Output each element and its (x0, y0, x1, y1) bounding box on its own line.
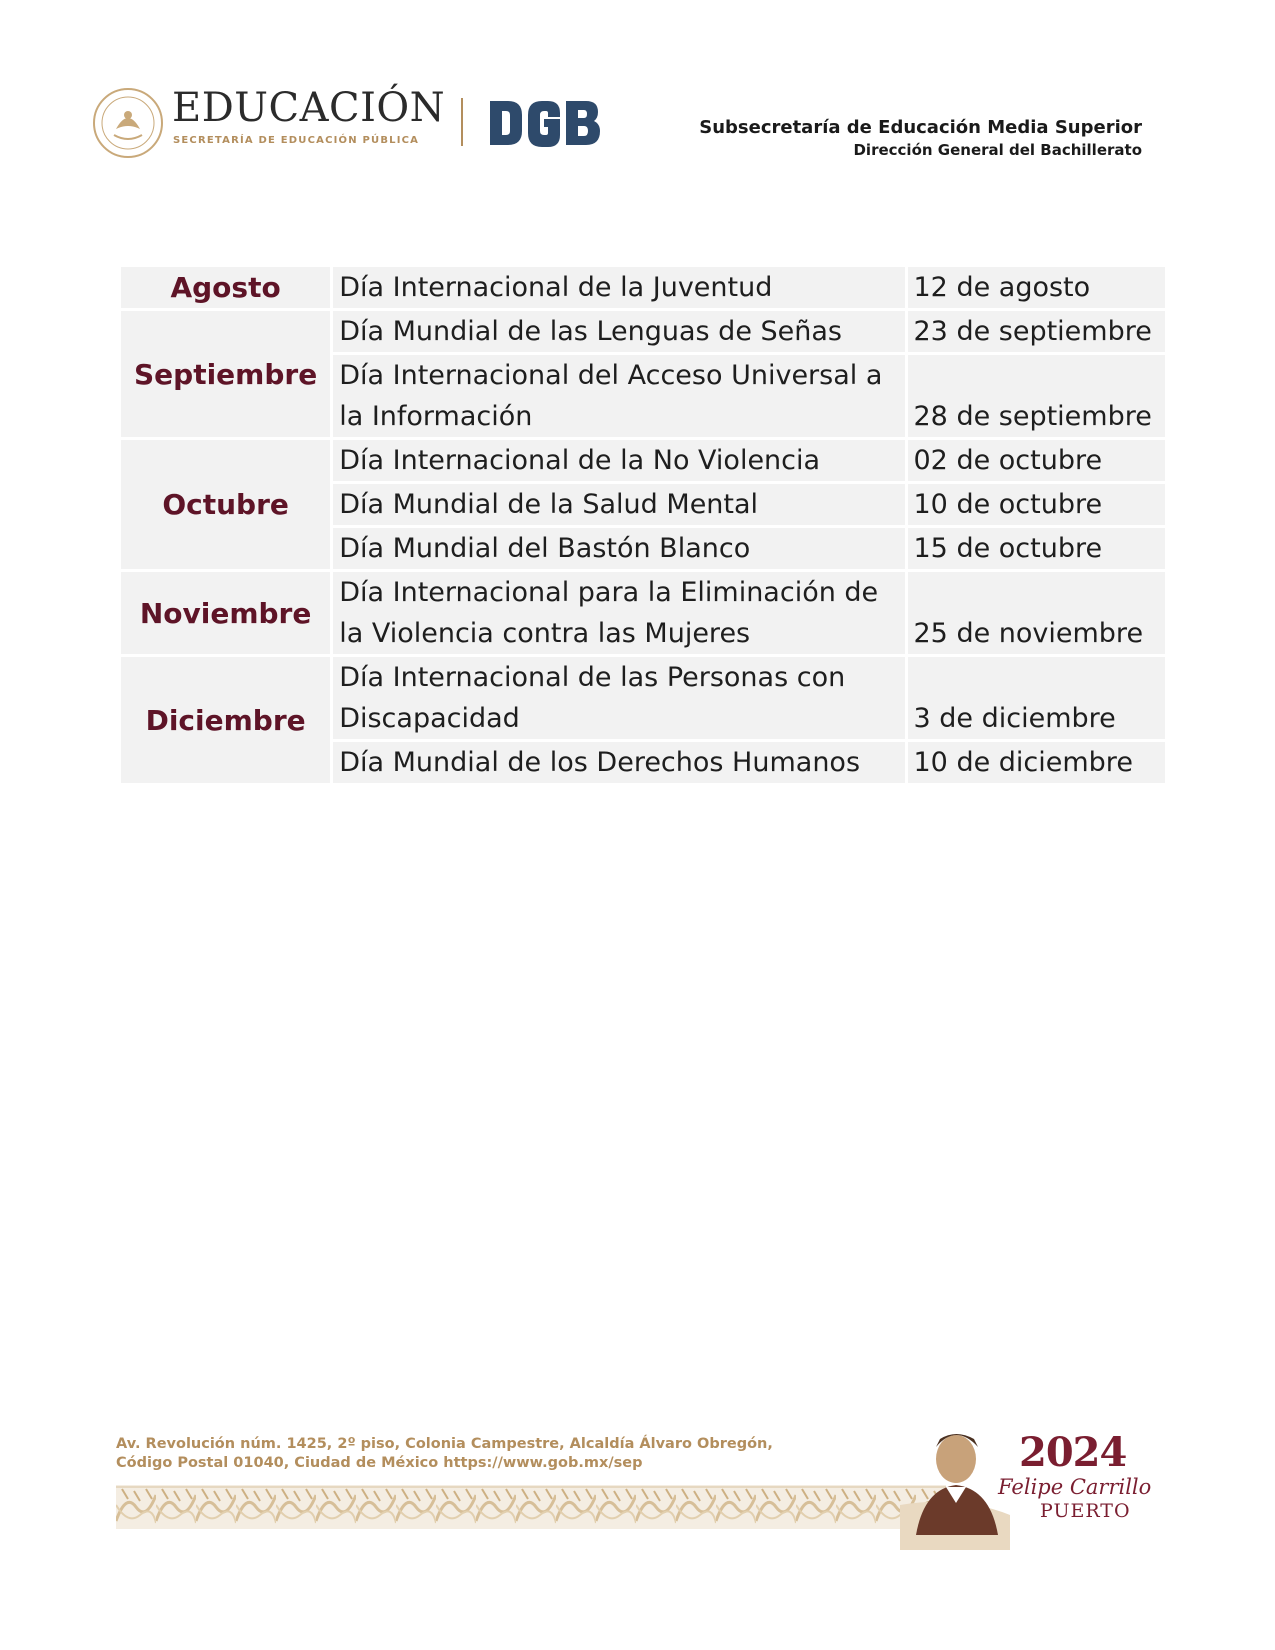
month-cell: Diciembre (121, 657, 330, 783)
national-seal-icon (92, 87, 164, 159)
brand-subtitle: SECRETARÍA DE EDUCACIÓN PÚBLICA (173, 135, 420, 146)
table-row (121, 267, 1165, 308)
anniversary-name-1: Felipe Carrillo (998, 1475, 1152, 1499)
date-cell: 02 de octubre (908, 440, 1166, 481)
event-cell: Día Mundial del Bastón Blanco (333, 528, 904, 569)
date-cell: 25 de noviembre (908, 572, 1166, 654)
month-cell: Octubre (121, 440, 330, 569)
event-cell: Día Internacional de la No Violencia (333, 440, 904, 481)
date-cell: 3 de diciembre (908, 657, 1166, 739)
dgb-logo (488, 97, 602, 149)
decorative-pattern-band (116, 1485, 946, 1529)
month-cell: Noviembre (121, 572, 330, 654)
table-row (121, 440, 1165, 481)
date-cell: 28 de septiembre (908, 355, 1166, 437)
event-cell: Día Internacional del Acceso Universal a la Información (333, 355, 904, 437)
brand-title: EDUCACIÓN (172, 85, 446, 131)
table-row (121, 311, 1165, 352)
event-cell: Día Internacional para la Eliminación de la Violencia contra las Mujeres (333, 572, 904, 654)
events-calendar-body (121, 267, 1165, 783)
footer-address (116, 1435, 773, 1473)
table-row (121, 572, 1165, 654)
month-cell: Septiembre (121, 311, 330, 437)
event-cell: Día Mundial de la Salud Mental (333, 484, 904, 525)
org-line-2: Dirección General del Bachillerato (853, 141, 1142, 159)
date-cell: 23 de septiembre (908, 311, 1166, 352)
date-cell: 12 de agosto (908, 267, 1166, 308)
address-line-2: Código Postal 01040, Ciudad de México https://www.gob.mx/sep (116, 1455, 643, 1471)
anniversary-year: 2024 (1019, 1429, 1127, 1476)
page-header (0, 0, 1275, 180)
event-cell: Día Mundial de los Derechos Humanos (333, 742, 904, 783)
month-cell: Agosto (121, 267, 330, 308)
table-row (121, 657, 1165, 739)
event-cell: Día Mundial de las Lenguas de Señas (333, 311, 904, 352)
event-cell: Día Internacional de las Personas con Discapacidad (333, 657, 904, 739)
address-line-1: Av. Revolución núm. 1425, 2º piso, Colonia Campestre, Alcaldía Álvaro Obregón, (116, 1436, 773, 1452)
header-divider (461, 98, 463, 146)
events-calendar-table (118, 264, 1168, 786)
date-cell: 10 de diciembre (908, 742, 1166, 783)
anniversary-name-2: PUERTO (1040, 1500, 1131, 1522)
org-line-1: Subsecretaría de Educación Media Superior (699, 117, 1142, 138)
date-cell: 10 de octubre (908, 484, 1166, 525)
date-cell: 15 de octubre (908, 528, 1166, 569)
event-cell: Día Internacional de la Juventud (333, 267, 904, 308)
